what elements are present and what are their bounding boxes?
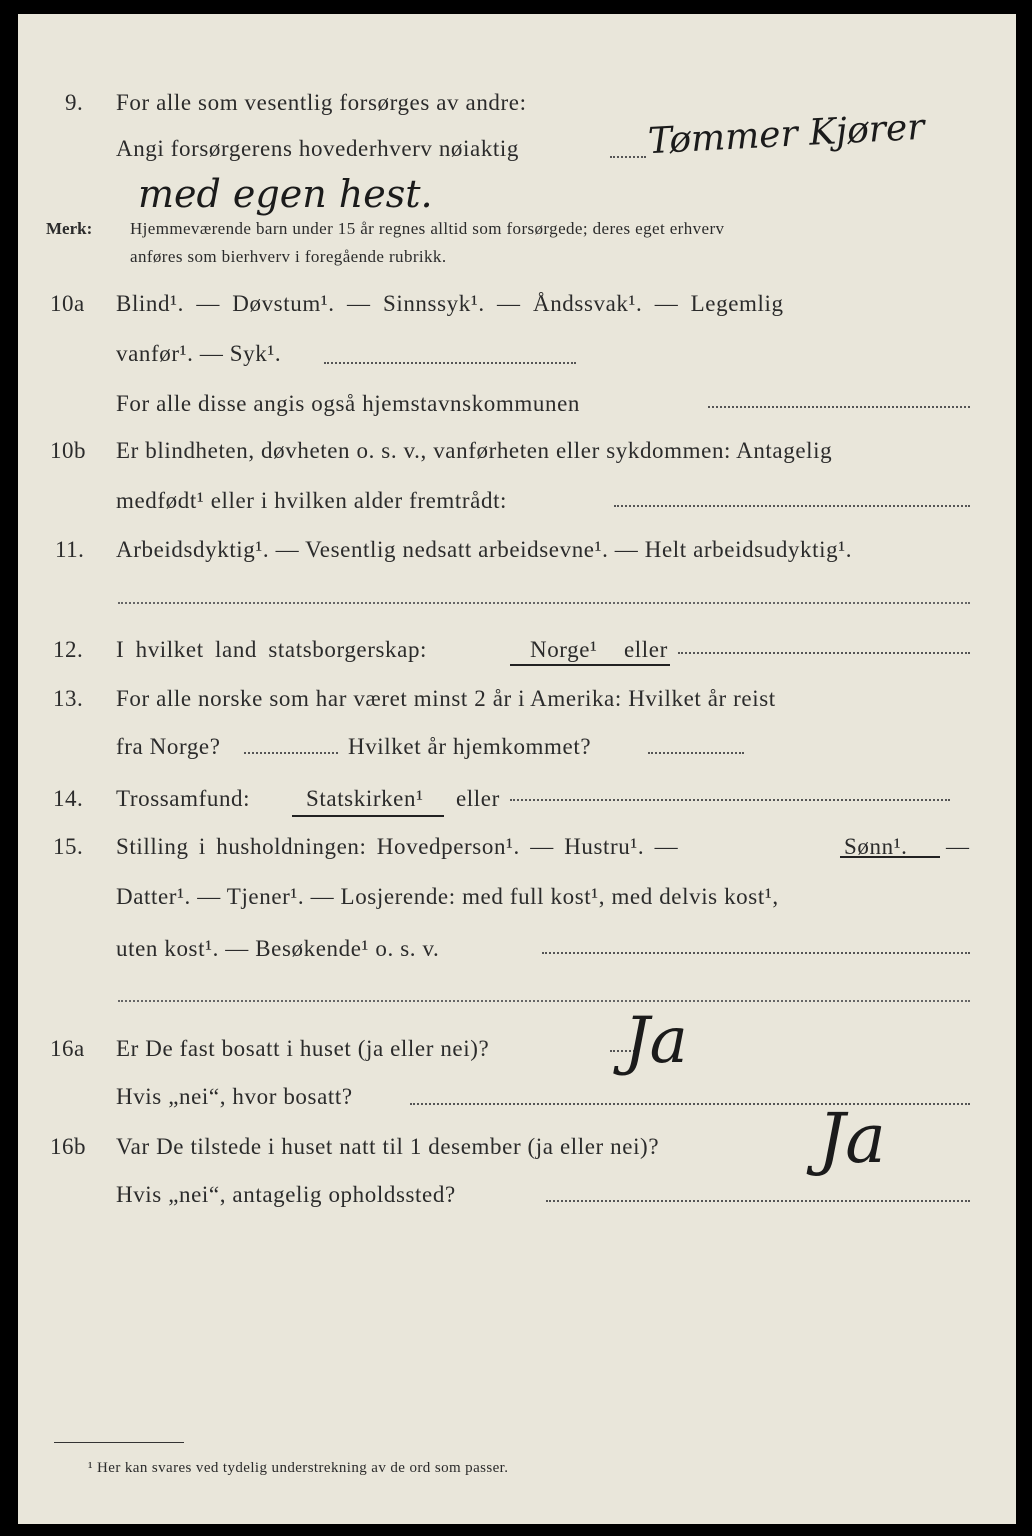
- q15-extra-line: [118, 1000, 970, 1002]
- footnote: ¹ Her kan svares ved tydelig understrekning av de ord som passer.: [88, 1460, 509, 1476]
- q10a-answer-line2: [708, 406, 970, 408]
- q16a-number: 16a: [50, 1036, 85, 1061]
- q14-answer-line: [510, 799, 950, 801]
- q11-question-line1: Arbeidsdyktig¹. — Vesentlig nedsatt arbeidsevne¹. — Helt arbeidsudyktig¹.: [116, 537, 853, 562]
- q15-option-sonn: Sønn¹.: [844, 834, 908, 859]
- q10b-answer-line: [614, 505, 970, 507]
- merk-label: Merk:: [46, 219, 93, 238]
- q14-option-statskirken: Statskirken¹: [306, 786, 424, 811]
- q13-answer-line1: [244, 752, 338, 754]
- q10a-number: 10a: [50, 291, 85, 316]
- q12-handwritten-underline: [510, 664, 670, 666]
- q13-question-line2b: Hvilket år hjemkommet?: [348, 734, 592, 759]
- q12-number: 12.: [53, 637, 84, 662]
- q13-answer-line2: [648, 752, 744, 754]
- q9-question-line2: Angi forsørgerens hovederhverv nøiaktig: [116, 136, 520, 161]
- q15-question-line1a: Stilling i husholdningen: Hovedperson¹. — Hustru¹. —: [116, 834, 679, 859]
- q12-question: I hvilket land statsborgerskap:: [116, 637, 428, 662]
- q12-suffix: eller: [624, 637, 668, 662]
- q14-number: 14.: [53, 786, 84, 811]
- q9-number: 9.: [65, 90, 84, 115]
- q14-question: Trossamfund:: [116, 786, 251, 811]
- q12-option-norge: Norge¹: [530, 637, 598, 662]
- q12-answer-line: [678, 652, 970, 654]
- q16b-question-line1: Var De tilstede i huset natt til 1 desember (ja eller nei)?: [116, 1134, 660, 1159]
- q15-number: 15.: [53, 834, 84, 859]
- q15-question-line3: uten kost¹. — Besøkende¹ o. s. v.: [116, 936, 440, 961]
- footnote-rule: [54, 1442, 184, 1443]
- q16a-handwritten-answer: Ja: [624, 1004, 688, 1078]
- merk-line2: anføres som bierhverv i foregående rubrikk.: [130, 247, 447, 266]
- q14-suffix: eller: [456, 786, 500, 811]
- q15-question-line2: Datter¹. — Tjener¹. — Losjerende: med full kost¹, med delvis kost¹,: [116, 884, 779, 909]
- q14-handwritten-underline: [292, 815, 444, 817]
- q13-number: 13.: [53, 686, 84, 711]
- q9-answer-line: [610, 156, 646, 158]
- q9-handwritten-answer1: Tømmer Kjører: [647, 106, 926, 163]
- q13-question-line1: For alle norske som har været minst 2 år i Amerika: Hvilket år reist: [116, 686, 776, 711]
- q10b-number: 10b: [50, 438, 86, 463]
- q9-handwritten-answer2: med egen hest.: [138, 172, 433, 216]
- merk-line1: Hjemmeværende barn under 15 år regnes alltid som forsørgede; deres eget erhverv: [130, 219, 725, 238]
- q16b-number: 16b: [50, 1134, 86, 1159]
- q10a-question-line3: For alle disse angis også hjemstavnskommunen: [116, 391, 580, 416]
- q10b-question-line1: Er blindheten, døvheten o. s. v., vanførheten eller sykdommen: Antagelig: [116, 438, 833, 463]
- q16b-handwritten-answer: Ja: [818, 1100, 886, 1179]
- census-form-page: [18, 14, 1016, 1524]
- q11-number: 11.: [55, 537, 85, 562]
- q10a-question-line2: vanfør¹. — Syk¹.: [116, 341, 282, 366]
- q11-answer-line: [118, 602, 970, 604]
- q10a-question-line1: Blind¹. — Døvstum¹. — Sinnssyk¹. — Åndssvak¹. — Legemlig: [116, 291, 784, 316]
- q10b-question-line2: medfødt¹ eller i hvilken alder fremtrådt:: [116, 488, 508, 513]
- q13-question-line2a: fra Norge?: [116, 734, 221, 759]
- q16a-question-line1: Er De fast bosatt i huset (ja eller nei)?: [116, 1036, 490, 1061]
- q10a-answer-line1: [324, 362, 576, 364]
- q16a-question-line2: Hvis „nei“, hvor bosatt?: [116, 1084, 353, 1109]
- q16a-answer-line2: [410, 1103, 970, 1105]
- q9-question-line1: For alle som vesentlig forsørges av andre:: [116, 90, 527, 115]
- q15-dash: —: [946, 834, 970, 859]
- q15-answer-line: [542, 952, 970, 954]
- q15-handwritten-underline: [840, 856, 940, 858]
- q16b-answer-line: [546, 1200, 970, 1202]
- q16b-question-line2: Hvis „nei“, antagelig opholdssted?: [116, 1182, 456, 1207]
